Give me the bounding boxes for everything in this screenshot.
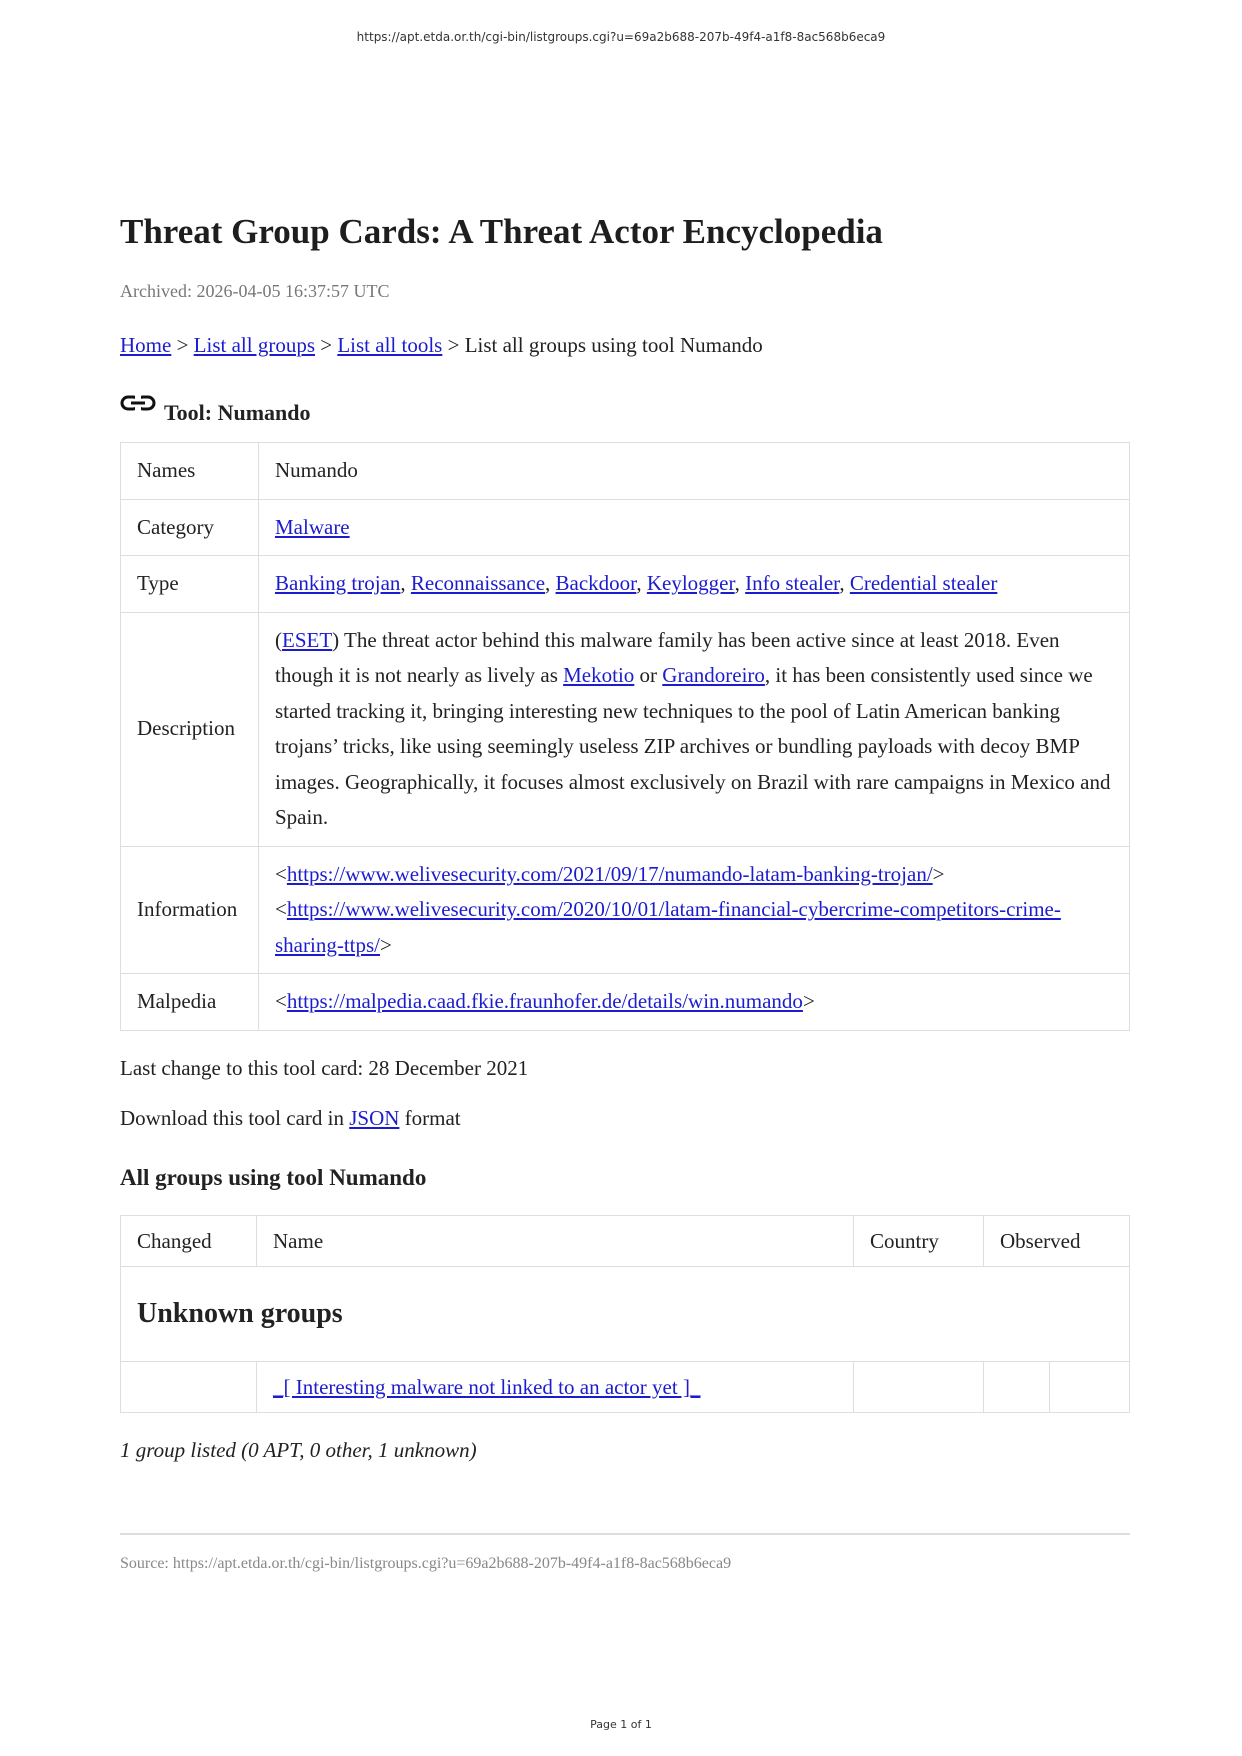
breadcrumb-home-link[interactable]: Home [120,333,172,357]
table-row [121,443,1130,500]
groups-table [120,1215,1130,1413]
information-value: <https://www.welivesecurity.com/2021/09/17/numando-latam-banking-trojan/> <https://www.welivesecurity.com/2020/10/01/latam-financial-cybercrime-competitors-crime-sharing-ttps/> [259,846,1130,974]
page-title: Threat Group Cards: A Threat Actor Encyclopedia [120,212,883,251]
category-link[interactable]: Malware [275,514,350,539]
information-label: Information [121,846,259,974]
tool-card-table [120,442,1130,1031]
malpedia-value: <https://malpedia.caad.fkie.fraunhofer.de/details/win.numando> [259,974,1130,1031]
malpedia-label: Malpedia [121,974,259,1031]
description-label: Description [121,612,259,846]
observed-cell [984,1361,1050,1412]
json-download-link[interactable]: JSON [349,1105,400,1130]
category-value [259,499,1130,556]
breadcrumb [120,330,1130,360]
country-cell [854,1361,984,1412]
download-line [120,1099,1130,1137]
column-header-changed: Changed [121,1215,257,1266]
malpedia-link[interactable]: https://malpedia.caad.fkie.fraunhofer.de/details/win.numando [286,989,803,1013]
download-prefix: Download this tool card in [120,1105,344,1130]
page-number: Page 1 of 1 [590,1718,652,1731]
type-link-banking-trojan[interactable]: Banking trojan [275,571,401,595]
table-row [121,556,1130,613]
source-url: Source: https://apt.etda.or.th/cgi-bin/listgroups.cgi?u=69a2b688-207b-49f4-a1f8-8ac568b6eca9 [120,1554,732,1572]
column-header-country: Country [854,1215,984,1266]
type-label: Type [121,556,259,613]
mekotio-link[interactable]: Mekotio [563,663,635,687]
tool-heading-text: Tool: Numando [164,400,311,425]
breadcrumb-separator: > [176,333,189,357]
type-value: Banking trojan, Reconnaissance, Backdoor, Keylogger, Info stealer, Credential stealer [259,556,1130,613]
type-link-backdoor[interactable]: Backdoor [555,571,637,595]
table-section-row [121,1266,1130,1361]
table-row [121,1361,1130,1412]
breadcrumb-separator: > [447,333,460,357]
description-value: (ESET) The threat actor behind this malware family has been active since at least 2018. Even though it is not nearly as lively as Mekotio or Grandoreiro, it has been consistently used since we started tracking it, bringing interesting new techniques to the pool of Latin American banking trojans’ tricks, like using seemingly useless ZIP archives or bundling payloads with decoy BMP images. Geographically, it focuses almost exclusively on Brazil with rare campaigns in Mexico and Spain. [259,612,1130,846]
description-text-continued: , it has been consistently used since we started tracking it, bringing interesting new techniques to the pool of Latin American banking trojans’ tricks, like using seemingly useless ZIP archives or bundling payloads with decoy BMP images. Geographically, it focuses almost exclusively on Brazil with rare campaigns in Mexico and Spain. [275,663,1111,829]
type-link-credential-stealer[interactable]: Credential stealer [849,571,998,595]
group-link[interactable]: _[ Interesting malware not linked to an actor yet ]_ [273,1374,701,1399]
breadcrumb-current: List all groups using tool Numando [464,333,763,357]
type-link-reconnaissance[interactable]: Reconnaissance [410,571,546,595]
divider [120,1533,1130,1535]
description-or: or [639,663,658,687]
eset-source-link[interactable]: ESET [282,627,333,652]
breadcrumb-separator: > [320,333,333,357]
column-header-observed: Observed [984,1215,1130,1266]
category-label: Category [121,499,259,556]
unknown-groups-heading: Unknown groups [121,1266,1130,1361]
download-suffix: format [404,1105,461,1130]
extra-cell [1050,1361,1130,1412]
group-count-summary: 1 group listed (0 APT, 0 other, 1 unknown) [120,1437,477,1462]
page-content [120,210,1130,1573]
names-label: Names [121,443,259,500]
groups-heading: All groups using tool Numando [120,1164,427,1190]
table-row [121,974,1130,1031]
column-header-name: Name [257,1215,854,1266]
table-row [121,499,1130,556]
header-url: https://apt.etda.or.th/cgi-bin/listgroups.cgi?u=69a2b688-207b-49f4-a1f8-8ac568b6eca9 [356,30,886,44]
link-icon [120,394,156,416]
archived-timestamp: Archived: 2026-04-05 16:37:57 UTC [120,281,390,301]
name-cell [257,1361,854,1412]
description-text: The threat actor behind this malware family has been active since at least 2018. Even though it is not nearly as lively as [275,627,1060,687]
grandoreiro-link[interactable]: Grandoreiro [662,663,765,687]
table-row [121,612,1130,846]
table-row [121,846,1130,974]
type-link-keylogger[interactable]: Keylogger [646,571,735,595]
changed-cell [121,1361,257,1412]
tool-heading [120,386,1130,426]
information-link[interactable]: https://www.welivesecurity.com/2020/10/01/latam-financial-cybercrime-competitors-crime-sharing-ttps/ [275,897,1061,957]
last-change-text: Last change to this tool card: 28 December 2021 [120,1055,529,1080]
breadcrumb-groups-link[interactable]: List all groups [193,333,315,357]
table-header-row [121,1215,1130,1266]
breadcrumb-tools-link[interactable]: List all tools [337,333,443,357]
type-link-info-stealer[interactable]: Info stealer [745,571,840,595]
information-link[interactable]: https://www.welivesecurity.com/2021/09/17/numando-latam-banking-trojan/ [286,861,933,886]
names-value: Numando [259,443,1130,500]
